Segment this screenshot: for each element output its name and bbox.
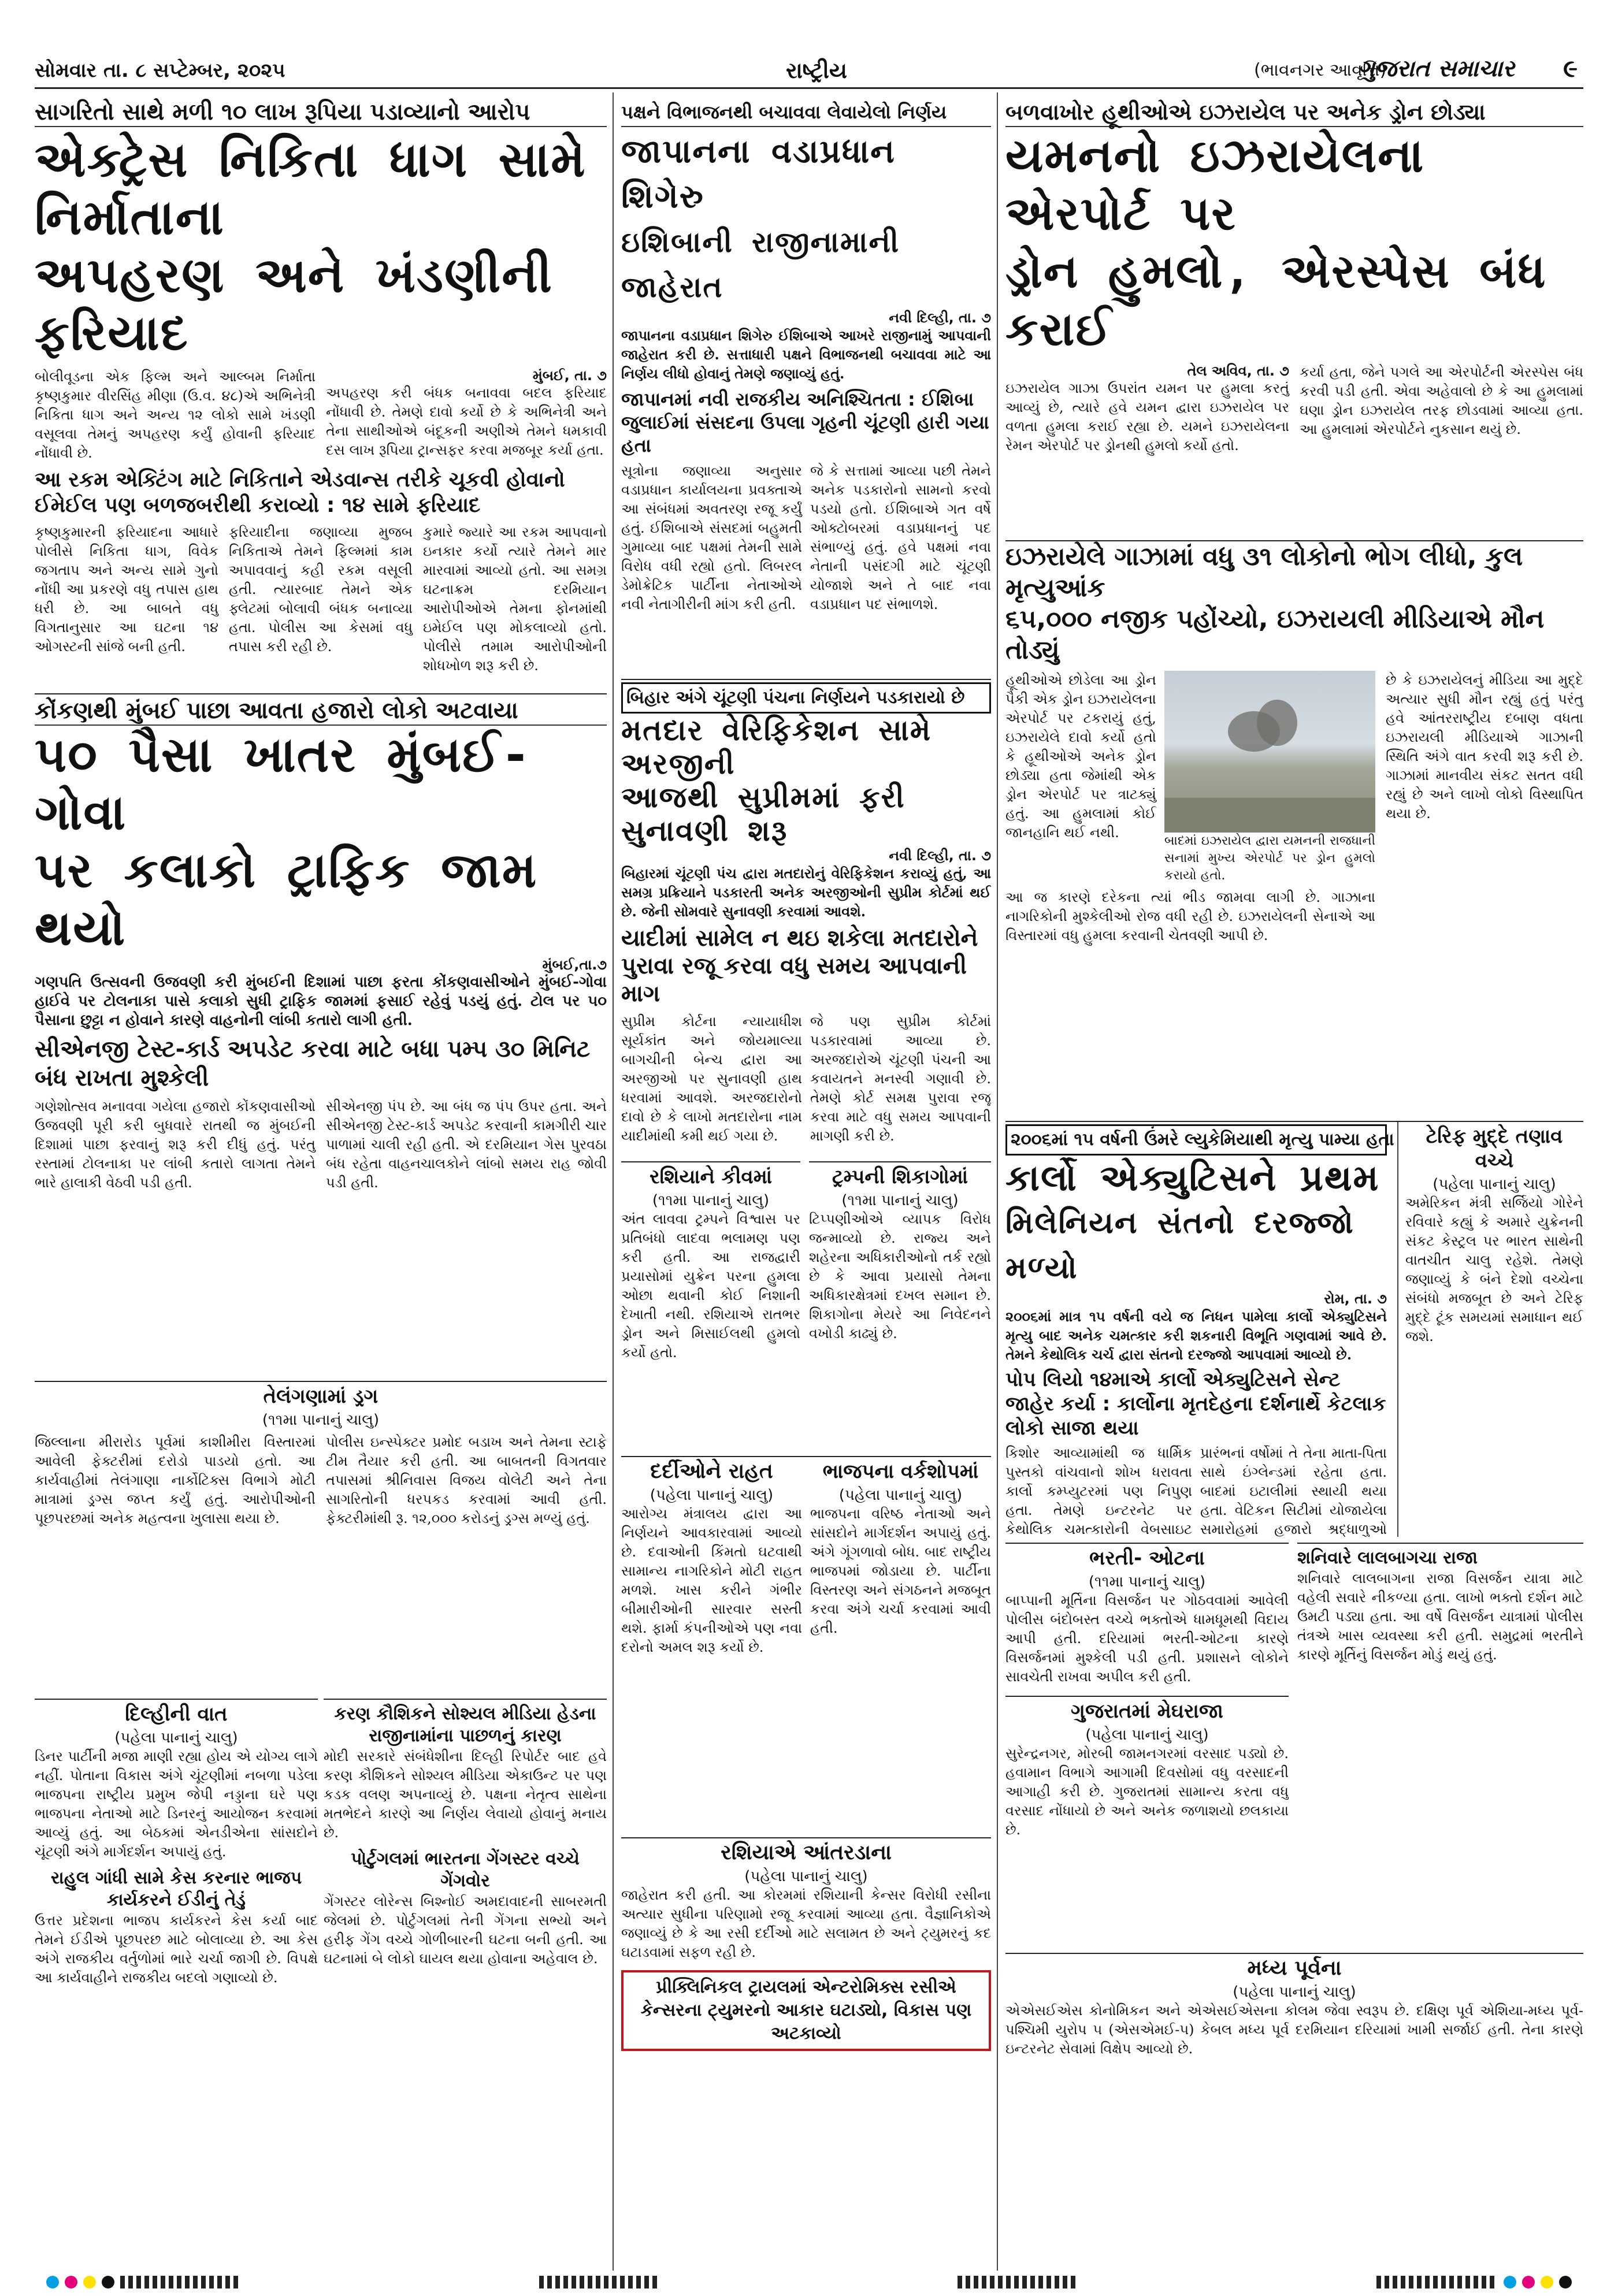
telangana-body-1: જિલ્લાના મીરારોડ પૂર્વમાં કાશીમીરા વિસ્તારમાં આવેલી ફેક્ટરીમાં દરોડો પાડયો હતો. આ કાર્યવાહીમાં તેલંગાણા નાર્કોટિક્સ વિભાગે મોટી માત્રામાં ડ્રગ્સ જપ્ત કર્યું હતું. આરોપીઓની પૂછપરછમાં અનેક મહત્વના ખુલાસા થયા છે.: [35, 1434, 316, 1526]
delhi-title: દિલ્હીની વાત: [125, 1703, 228, 1726]
airport-smoke-photo: [1164, 671, 1375, 833]
article-delhi: [35, 1699, 318, 2271]
gaza-body-1: હૂથીઓએ છોડેલા આ ડ્રોન પૈકી એક ડ્રોન ઇઝરાયેલના એરપોર્ટ પર ટકરાયું હતું, ઇઝરાયેલે દાવો કર્યો હતો કે હૂથીઓએ અનેક ડ્રોન છોડ્યા હતા જેમાંથી એક ડ્રોન એરપોર્ટ પર ત્રાટક્યું હતું. આ હુમલામાં કોઈ જાનહાનિ થઈ નથી.: [1005, 672, 1156, 841]
kyiv-title: રશિયાને કીવમાં: [649, 1165, 773, 1188]
article-nikita: [35, 98, 607, 688]
article-japan: [621, 98, 991, 676]
delhi-body: ડિનર પાર્ટીની મજા માણી રહ્યા હોય એ યોગ્ય લાગે નહીં. પોતાના વિકાસ અંગે ચૂંટણીમાં નબળા પડેલા ભાજપના રાષ્ટ્રીય પ્રમુખ જેપી નડ્ડાના ઘરે પણ ભાજપના નેતાઓ માટે ડિનરનું આયોજન કરવામાં આવ્યું હતું. આ બેઠકમાં એનડીએના સાંસદોને ચૂંટણી અંગે માર્ગદર્શન અપાયું હતું.: [35, 1748, 318, 1860]
yemen-dateline: તેલ અવિવ, તા. ૭: [1187, 363, 1289, 379]
ganesh-body: શનિવારે લાલબાગના રાજા વિસર્જન યાત્રા માટે વહેલી સવારે નીકળ્યા હતા. લાખો ભક્તો દર્શન માટે ઉમટી પડ્યા હતા. આ વર્ષે વિસર્જન યાત્રામાં પોલીસ તંત્રએ ખાસ વ્યવસ્થા કરી હતી. સમુદ્રમાં ભરતીને કારણે મૂર્તિનું વિસર્જન મોડું થયું હતું.: [1297, 1570, 1583, 1663]
bihar-body-1: સુપ્રીમ કોર્ટના ન્યાયાધીશ સૂર્યકાંત અને જોયમાલ્યા બાગચીની બેન્ચ દ્વારા આ અરજીઓ પર સુનાવણી હાથ ધરવામાં આવશે. અરજદારોનો દાવો છે કે લાખો મતદારોના નામ યાદીમાંથી કમી થઈ ગયા છે.: [621, 1013, 802, 1144]
trump-body: ટિપ્પણીઓએ વ્યાપક વિરોધ જન્માવ્યો છે. રાજ્ય અને શહેરના અધિકારીઓનો તર્ક રહ્યો છે કે આવા પ્રયાસો તેમના અધિકારક્ષેત્રમાં દખલ સમાન છે. શિકાગોના મેયરે આ નિવેદનને વખોડી કાઢ્યું છે.: [809, 1211, 991, 1342]
article-yemen: [1005, 98, 1583, 537]
ganesh-title: શનિવારે લાલબાગચા રાજા: [1297, 1548, 1478, 1568]
section-name: રાષ્ટ્રીય: [786, 58, 847, 83]
article-trump: [809, 1161, 991, 1450]
nikita-body-4: કુમારે જ્યારે આ રકમ આપવાનો ઇનકાર કર્યો ત્યારે તેમને માર મારવામાં આવ્યો હતો. આ સમગ્ર ઘટનાક્રમ દરમિયાન આરોપીઓએ તેમના ફોનમાંથી ઇમેઈલ પણ મોકલાવ્યો હતો. પોલીસે તમામ આરોપીઓની શોધખોળ શરૂ કરી છે.: [423, 524, 607, 674]
konkan-lead: ગણપતિ ઉત્સવની ઉજવણી કરી મુંબઈની દિશામાં પાછા ફરતા કોંકણવાસીઓને મુંબઈ-ગોવા હાઈવે પર ટોલનાકા પાસે કલાકો સુધી ટ્રાફિક જામમાં ફસાઈ રહેવું પડયું હતું. ટોલ પર ૫૦ પૈસાના છુટ્ટા ન હોવાને કારણે વાહનોની લાંબી કતારો લાગી હતી.: [35, 974, 607, 1029]
gaza-photo-caption: બાદમાં ઇઝરાયેલ દ્વારા યમનની રાજધાની સનામાં મુખ્ય એરપોર્ટ પર ડ્રોન હુમલો કરાયો હતો.: [1164, 834, 1375, 883]
kyiv-body: અંત લાવવા ટ્રમ્પને વિશ્વાસ પર પ્રતિબંધો લાદવા ભલામણ પણ કરી હતી. આ રાજદ્વારી પ્રયાસોમાં યુક્રેન પરના હુમલા ઓછા થવાની કોઈ નિશાની દેખાતી નથી. રશિયાએ રાતભર ડ્રોન અને મિસાઈલથી હુમલો કર્યો હતો.: [621, 1211, 800, 1361]
issue-date: સોમવાર તા. ૮ સપ્ટેમ્બર, ૨૦૨૫: [35, 59, 285, 82]
russia-title: રશિયાએ આંતરડાના: [721, 1841, 892, 1864]
article-gaza: [1005, 540, 1583, 1118]
gangster-title: પોર્ટુગલમાં ભારતના ગેંગસ્ટર વચ્ચે ગેંગવોર: [351, 1849, 580, 1891]
bihar-headline-1: મતદાર વેરિફિકેશન સામે અરજીની: [621, 714, 932, 781]
gangster-body: ગેંગસ્ટર લોરેન્સ બિશ્નોઈ અમદાવાદની સાબરમતી જેલમાં છે. પોર્ટુગલમાં તેની ગેંગના સભ્યો અને હરીફ ગેંગ વચ્ચે ગોળીબારની ઘટના બની હતી. આ ઘટનામાં બે લોકો ઘાયલ થયા હોવાના અહેવાલ છે.: [324, 1893, 607, 1967]
japan-body-1: સૂત્રોના જણાવ્યા અનુસાર વડાપ્રધાન કાર્યાલયના પ્રવક્તાએ આ સંબંધમાં અવતરણ રજૂ કર્યું હતું. ઈશિબાએ સંસદમાં બહુમતી ગુમાવ્યા બાદ પક્ષમાં તેમની સામે વિરોધ વધી રહ્યો હતો. લિબરલ ડેમોક્રેટિક પાર્ટીના નેતાઓએ નવી નેતાગીરીની માંગ કરી હતી.: [621, 463, 802, 612]
konkan-subhead: સીએનજી ટેસ્ટ-કાર્ડ અપડેટ કરવા માટે બધા પમ્પ ૩૦ મિનિટ બંધ રાખતા મુશ્કેલી: [35, 1036, 591, 1091]
edition-label: (ભાવનગર આવૃત્તિ): [1254, 60, 1387, 80]
article-ganesh: [1297, 1543, 1583, 1947]
bharti-body: બાપ્પાની મૂર્તિના વિસર્જન પર ગોઠવવામાં આવેલી પોલીસ બંદોબસ્ત વચ્ચે ભક્તોએ ધામધૂમથી વિદાય આપી હતી. દરિયામાં ભરતી-ઓટના કારણે વિસર્જનમાં મુશ્કેલી પડી હતી. પ્રશાસને લોકોને સાવચેતી રાખવા અપીલ કરી હતી.: [1005, 1592, 1289, 1685]
japan-dateline: નવી દિલ્હી, તા. ૭: [889, 310, 991, 326]
carlo-subhead: પોપ લિયો ૧૪માએ કાર્લો એક્યુટિસને સેન્ટ જાહેર કર્યા : કાર્લોના મૃતદેહના દર્શનાર્થે કેટલાક લોકો સાજા થયા: [1005, 1368, 1386, 1440]
konkan-headline-1: ૫૦ પૈસા ખાતર મુંબઈ-ગોવા: [35, 726, 532, 841]
japan-headline-1: જાપાનના વડાપ્રધાન શિગેરુ: [621, 133, 896, 216]
bharti-continued: (૧૧મા પાનાનું ચાલુ): [1088, 1573, 1206, 1591]
nikita-kicker: સાગરિતો સાથે મળી ૧૦ લાખ રૂપિયા પડાવ્યાનો આરોપ: [35, 98, 607, 127]
nikita-dateline: મુંબઈ, તા. ૭: [532, 367, 607, 384]
konkan-body-1: ગણેશોત્સવ મનાવવા ગયેલા હજારો કોંકણવાસીઓ ઉજવણી પૂરી કરી બુધવારે રાતથી જ મુંબઈની દિશામાં પાછા ફરવાનું શરૂ કરી દીધું હતું. પરંતુ રસ્તામાં ટોલનાકા પર લાંબી કતારો લાગતા તેમને ભારે હાલાકી વેઠવી પડી હતી.: [35, 1098, 316, 1191]
telangana-continued: (૧૧મા પાનાનું ચાલુ): [262, 1411, 380, 1429]
nikita-body-3: ફરિયાદીના જણાવ્યા મુજબ નિકિતાએ તેમને ફિલ્મમાં કામ અપાવવાનું કહી રકમ વસૂલી હતી. ત્યારબાદ તેમને એક ફ્લેટમાં બોલાવી બંધક બનાવ્યા હતા. પોલીસ આ કેસમાં વધુ તપાસ કરી રહી છે.: [229, 524, 413, 655]
article-karan: [324, 1699, 607, 2271]
yemen-headline-2: ડ્રોન હુમલો, એરસ્પેસ બંધ કરાઈ: [1005, 244, 1547, 356]
yemen-headline-1: યમનનો ઇઝરાયેલના એરપોર્ટ પર: [1005, 129, 1425, 240]
carlo-lead: ૨૦૦૬માં માત્ર ૧૫ વર્ષની વયે જ નિધન પામેલા કાર્લો એક્યુટિસને મૃત્યુ બાદ અનેક ચમત્કાર કરી શકનારી વિભૂતિ ગણવામાં આવે છે. તેમને કેથોલિક ચર્ચ દ્વારા સંતનો દરજ્જો આપવામાં આવ્યો છે.: [1005, 1308, 1387, 1363]
konkan-dateline: મુંબઈ,તા.૭: [542, 957, 607, 973]
tariff-continued: (પહેલા પાનાનું ચાલુ): [1433, 1176, 1556, 1193]
japan-lead: જાપાનના વડાપ્રધાન શિગેરુ ઈશિબાએ આખરે રાજીનામું આપવાની જાહેરાત કરી છે. સત્તાધારી પક્ષને વિભાજનથી બચાવવા માટે આ નિર્ણય લીધો હોવાનું તેમણે જણાવ્યું હતું.: [621, 327, 991, 382]
gaza-headline-1: ઇઝરાયેલે ગાઝામાં વધુ ૩૧ લોકોનો ભોગ લીધો, કુલ મૃત્યુઆંક: [1005, 542, 1523, 603]
rahul-body: ઉત્તર પ્રદેશના ભાજપ કાર્યકરને કેસ કર્યા બાદ તેમને ઈડીએ પૂછપરછ માટે બોલાવ્યા છે. આ કેસ અંગે રાજકીય વર્તુળોમાં ભારે ચર્ચા જાગી છે. વિપક્ષે આ કાર્યવાહીને રાજકીય બદલો ગણાવ્યો છે.: [35, 1912, 318, 1986]
bjp-title: ભાજપના વર્કશોપમાં: [822, 1460, 979, 1483]
article-kyiv: [621, 1161, 800, 1450]
bharti-title: ભરતી- ઓટના: [1089, 1547, 1205, 1570]
article-patients: [621, 1456, 991, 1831]
newspaper-logo: ગુજરાત સમાચાર: [1358, 55, 1515, 82]
bihar-lead: બિહારમાં ચૂંટણી પંચ દ્વારા મતદારોનું વેરિફિકેશન કરાવ્યું હતું, આ સમગ્ર પ્રક્રિયાને પડકારતી અનેક અરજીઓની સુપ્રીમ કોર્ટમાં થઈ છે. જેની સોમવારે સુનાવણી કરવામાં આવશે.: [621, 865, 991, 920]
article-russia-vaccine: [621, 1837, 991, 2271]
gujarat-continued: (પહેલા પાનાનું ચાલુ): [1085, 1726, 1209, 1744]
page-number: ૯: [1563, 54, 1578, 83]
rahul-title: રાહુલ ગાંધી સામે કેસ કરનાર ભાજપ કાર્યકરને ઈડીનું તેડું: [50, 1868, 302, 1910]
karan-title: કરણ કૌશિકને સોશ્યલ મીડિયા હેડના રાજીનામાંના પાછળનું કારણ: [334, 1704, 596, 1746]
gaza-body-3: આ જ કારણે દરેકના ત્યાં ભીડ જામવા લાગી છે. ગાઝાના નાગરિકોની મુશ્કેલીઓ રોજ વધી રહી છે. ઇઝરાયેલની સેનાએ આ વિસ્તારમાં વધુ હુમલા કરવાની ચેતવણી આપી છે.: [1005, 889, 1375, 943]
carlo-kicker: ૨૦૦૬માં ૧૫ વર્ષની ઉંમરે લ્યુકેમિયાથી મૃત્યુ પામ્યા હતા: [1005, 1124, 1387, 1156]
column-divider: [613, 92, 614, 2271]
carlo-body-1: કિશોર આવ્યામાંથી જ ધાર્મિક પુસ્તકો વાંચવાનો શોખ ધરાવતા કાર્લો કમ્પ્યુટરમાં પણ નિપુણ હતા. તેમણે ઇન્ટરનેટ પર કેથોલિક ચમત્કારોની વેબસાઇટ: [1005, 1445, 1192, 1537]
article-carlo: [1005, 1121, 1583, 1537]
bihar-headline-2: આજથી સુપ્રીમમાં ફરી સુનાવણી શરૂ: [621, 781, 906, 848]
japan-headline-2: ઇશિબાની રાજીનામાની જાહેરાત: [621, 225, 900, 304]
article-telangana: [35, 1381, 607, 1693]
trump-title: ટ્રમ્પની શિકાગોમાં: [832, 1165, 968, 1188]
nikita-subhead: આ રકમ એક્ટિંગ માટે નિકિતાને એડવાન્સ તરીકે ચૂકવી હોવાનો ઈમેઈલ પણ બળજબરીથી કરાવ્યો : ૧૪ સામે ફરિયાદ: [35, 468, 565, 517]
trump-continued: (૧૧મા પાનાનું ચાલુ): [841, 1192, 959, 1209]
carlo-body-2: પ્રારંભનાં વર્ષોમાં તે તેના માતા-પિતા સાથે ઇંગ્લેન્ડમાં રહેતા હતા. બાદમાં ઇટાલીમાં સ્થાયી થયા હતા. વેટિકન સિટીમાં યોજાયેલા સમારોહમાં હજારો શ્રદ્ધાળુઓ: [1200, 1445, 1387, 1537]
bjp-body: ભાજપના વરિષ્ઠ નેતાઓ અને સાંસદોને માર્ગદર્શન અપાયું હતું. અંગે ગૂંગળાવો બોધ. બાદ રાષ્ટ્રીય ભાજપમાં જોડાયા છે. પાર્ટીના વિસ્તરણ અને સંગઠનને મજબૂત કરવા અંગે ચર્ચા કરવામાં આવી હતી.: [810, 1506, 991, 1636]
bihar-kicker: બિહાર અંગે ચૂંટણી પંચના નિર્ણયને પડકારાયો છે: [621, 682, 991, 714]
middle-east-title: મધ્ય પૂર્વના: [1247, 1956, 1342, 1980]
nikita-headline-2: અપહરણ અને ખંડણીની ફરિયાદ: [35, 247, 553, 361]
bihar-subhead: યાદીમાં સામેલ ન થઇ શકેલા મતદારોને પુરાવા રજૂ કરવા વધુ સમય આપવાની માગ: [621, 925, 978, 1007]
bjp-continued: (પહેલા પાનાનું ચાલુ): [838, 1487, 963, 1504]
article-bihar: [621, 679, 991, 1158]
middle-east-continued: (પહેલા પાનાનું ચાલુ): [1233, 1983, 1356, 2001]
tariff-body: અમેરિકન મંત્રી સર્જિયો ગોરેને રવિવારે કહ્યું કે અમારે યુક્રેનની સંકટ કેસ્ટ્રલ પર ભારત સાથેની વાતચીત ચાલુ રહેશે. તેમણે જણાવ્યું કે બંને દેશો વચ્ચેના સંબંધો મજબૂત છે અને ટેરિફ મુદ્દે ટૂંક સમયમાં સમાધાન થઈ જશે.: [1405, 1195, 1583, 1344]
karan-body: મોદી સરકારે સંબંધેશીના દિલ્હી રિપોર્ટર બાદ હવે કરણ કૌશિકને સોશ્યલ મીડિયા એકાઉન્ટ પર પણ કડક વલણ અપનાવ્યું છે. પક્ષના નેતૃત્વ સાથેના મતભેદને કારણે આ નિર્ણય લેવાયો હોવાનું મનાય છે.: [324, 1748, 607, 1841]
print-color-bar: [46, 2273, 1572, 2291]
yemen-body-1: ઇઝરાયેલ ગાઝા ઉપરાંત યમન પર હુમલા કરતું આવ્યું છે, ત્યારે હવે યમન દ્વારા ઇઝરાયેલ પર વળતા હુમલા કરાઈ રહ્યા છે. યમને ઇઝરાયેલના રેમન એરપોર્ટ પર ડ્રોનથી હુમલો કર્યો હતો.: [1005, 380, 1289, 454]
gaza-body-2: છે કે ઇઝરાયેલનું મીડિયા આ મુદ્દે અત્યાર સુધી મૌન રહ્યું હતું પરંતુ હવે આંતરરાષ્ટ્રીય દબાણ વધતા ઇઝરાયલી મીડિયાએ ગાઝાની સ્થિતિ અંગે વાત કરવી શરૂ કરી છે. ગાઝામાં માનવીય સંકટ સતત વધી રહ્યું છે અને લાખો લોકો વિસ્થાપિત થયા છે.: [1386, 672, 1583, 822]
yemen-kicker: બળવાખોર હૂથીઓએ ઇઝરાયેલ પર અનેક ડ્રોન છોડ્યા: [1005, 98, 1583, 127]
delhi-continued: (પહેલા પાનાનું ચાલુ): [114, 1729, 238, 1747]
patients-title: દર્દીઓને રાહત: [650, 1459, 773, 1483]
article-bharti: [1005, 1543, 1289, 1947]
japan-body-2: જે કે સત્તામાં આવ્યા પછી તેમને અનેક પડકારોનો સામનો કરવો પડયો હતો. ઈશિબાએ ગત વર્ષે ઓક્ટોબરમાં વડાપ્રધાનનું પદ સંભાળ્યું હતું. હવે પક્ષમાં નવા નેતાની પસંદગી માટે ચૂંટણી યોજાશે અને તે બાદ નવા વડાપ્રધાન પદ સંભાળશે.: [810, 463, 991, 612]
russia-continued: (પહેલા પાનાનું ચાલુ): [744, 1868, 868, 1885]
article-middle-east: [1005, 1953, 1583, 2271]
gujarat-title: ગુજરાતમાં મેઘરાજા: [1005, 1696, 1289, 1726]
japan-kicker: પક્ષને વિભાજનથી બચાવવા લેવાયેલો નિર્ણય: [621, 98, 991, 127]
konkan-kicker: કોંકણથી મુંબઈ પાછા આવતા હજારો લોકો અટવાયા: [35, 697, 607, 726]
carlo-headline-1: કાર્લો એક્યુટિસને પ્રથમ: [1005, 1157, 1380, 1199]
middle-east-body: એએસઈએસ કોનોમિકન અને એએસઈએસના કોલમ જેવા સ્વરૂપ છે. દક્ષિણ પૂર્વ એશિયા-મધ્ય પૂર્વ-પશ્ચિમી યુરોપ ૫ (એસએમઈ-૫) કેબલ મધ્ય પૂર્વ દરમિયાન દરિયામાં ખામી સર્જાઈ હતી. તેના કારણે ઇન્ટરનેટ સેવામાં વિક્ષેપ આવ્યો છે.: [1005, 2003, 1583, 2057]
russia-body: જાહેરાત કરી હતી. આ કોરમમાં રશિયાની કેન્સર વિરોધી રસીના અત્યાર સુધીના પરિણામો રજૂ કરવામાં આવ્યા હતા. વૈજ્ઞાનિકોએ જણાવ્યું છે કે આ રસી દર્દીઓ માટે સલામત છે અને ટ્યુમરનું કદ ઘટાડવામાં સફળ રહી છે.: [621, 1887, 991, 1960]
nikita-lead: બોલીવૂડના એક ફિલ્મ અને આલ્બમ નિર્માતા કૃષ્ણકુમાર વીરસિંહ મીણા (ઉ.વ. ૪૮)એ અભિનેત્રી નિકિતા ધાગ અને અન્ય ૧૨ લોકો સામે ખંડણી વસૂલવા તેમનું અપહરણ કર્યું હોવાની ફરિયાદ નોંધાવી છે.: [35, 369, 316, 461]
bihar-body-2: જે પણ સુપ્રીમ કોર્ટમાં પડકારવામાં આવ્યા છે. અરજદારોએ ચૂંટણી પંચની આ કવાયતને મનસ્વી ગણાવી છે. તેમણે કોર્ટ સમક્ષ પુરાવા રજૂ કરવા માટે વધુ સમય આપવાની માગણી કરી છે.: [810, 1013, 991, 1144]
masthead: [35, 53, 1583, 89]
kyiv-continued: (૧૧મા પાનાનું ચાલુ): [652, 1192, 770, 1209]
carlo-headline-2: મિલેનિયન સંતનો દરજ્જો મળ્યો: [1005, 1206, 1354, 1286]
telangana-body-2: પોલીસ ઇન્સ્પેક્ટર પ્રમોદ બડાખ અને તેમના સ્ટાફે ટીમ તૈયાર કરી હતી. આ બાબતની વિગતવાર તપાસમાં શ્રીનિવાસ વિજય વોલેટી અને તેના સાગરિતોની ધરપકડ કરવામાં આવી હતી. ફેક્ટરીમાંથી રૂ. ૧૨,૦૦૦ કરોડનું ડ્રગ્સ મળ્યું હતું.: [326, 1434, 607, 1526]
bihar-dateline: નવી દિલ્હી, તા. ૭: [889, 848, 991, 864]
konkan-headline-2: પર કલાકો ટ્રાફિક જામ થયો: [35, 842, 538, 956]
telangana-title: તેલંગણામાં ડ્રગ: [263, 1385, 378, 1408]
tariff-title: ટેરિફ મુદ્દે તણાવ વચ્ચે: [1426, 1125, 1563, 1172]
yemen-body-2: કર્યા હતા, જેને પગલે આ એરપોર્ટની એરસ્પેસ બંધ કરવી પડી હતી. એવા અહેવાલો છે કે આ હુમલામાં ઘણા ડ્રોન ઇઝરાયેલ તરફ છોડવામાં આવ્યા હતા. આ હુમલામાં એરપોર્ટને નુકસાન થયું છે.: [1300, 364, 1583, 437]
gaza-headline-2: ૬૫,૦૦૦ નજીક પહોંચ્યો, ઇઝરાયલી મીડિયાએ મૌન તોડ્યું: [1005, 604, 1545, 665]
patients-body: આરોગ્ય મંત્રાલય દ્વારા આ નિર્ણયને આવકારવામાં આવ્યો છે. દવાઓની કિંમતો ઘટવાથી સામાન્ય નાગરિકોને મોટી રાહત મળશે. ખાસ કરીને ગંભીર બીમારીઓની સારવાર સસ્તી થશે. ફાર્મા કંપનીઓએ પણ નવા દરોનો અમલ શરૂ કર્યો છે.: [621, 1506, 802, 1655]
konkan-body-2: સીએનજી પંપ છે. આ બંધ જ પંપ ઉપર હતા. અને સીએનજી ટેસ્ટ-કાર્ડ અપડેટ કરવાની કામગીરી ચાર પાળામાં ચાલી રહી હતી. એ દરમિયાન ગેસ પુરવઠા બંધ રહેતા વાહનચાલકોને લાંબો સમય રાહ જોવી પડી હતી.: [326, 1098, 607, 1191]
patients-continued: (પહેલા પાનાનું ચાલુ): [650, 1487, 774, 1504]
article-konkan: [35, 693, 607, 1375]
nikita-body-1: કૃષ્ણકુમારની ફરિયાદના આધારે પોલીસે નિકિતા ધાગ, વિવેક જગતાપ અને અન્ય સામે ગુનો નોંધી આ પ્રકરણે વધુ તપાસ હાથ ધરી છે. આ બાબતે વધુ વિગતાનુસાર આ ઘટના ૧૪ ઓગસ્ટની સાંજે બની હતી.: [35, 524, 218, 655]
vaccine-highlight-box: પ્રીક્લિનિકલ ટ્રાયલમાં એન્ટરોમિક્સ રસીએ કેન્સરના ટ્યુમરનો આકાર ઘટાડ્યો, વિકાસ પણ અટકાવ્યો: [621, 1970, 991, 2051]
nikita-headline-1: એક્ટ્રેસ નિકિતા ધાગ સામે નિર્માતાના: [35, 131, 587, 246]
nikita-body-2: અપહરણ કરી બંધક બનાવવા બદલ ફરિયાદ નોંધાવી છે. તેમણે દાવો કર્યો છે કે અભિનેત્રી અને તેના સાથીઓએ બંદૂકની અણીએ તેમને ધમકાવી દસ લાખ રૂપિયા ટ્રાન્સફર કરવા મજબૂર કર્યા હતા.: [326, 385, 607, 458]
japan-subhead: જાપાનમાં નવી રાજકીય અનિશ્ચિતતા : ઈશિબા જુલાઈમાં સંસદના ઉપલા ગૃહની ચૂંટણી હારી ગયા હતા: [621, 388, 989, 456]
column-divider: [997, 92, 998, 2271]
gujarat-body: સુરેન્દ્રનગર, મોરબી જામનગરમાં વરસાદ પડ્યો છે. હવામાન વિભાગે આગામી દિવસોમાં વધુ વરસાદની આગાહી કરી છે. ગુજરાતમાં સામાન્ય કરતા વધુ વરસાદ નોંધાયો છે અને અનેક જળાશયો છલકાયા છે.: [1005, 1745, 1289, 1838]
carlo-dateline: રોમ, તા. ૭: [1324, 1291, 1387, 1307]
